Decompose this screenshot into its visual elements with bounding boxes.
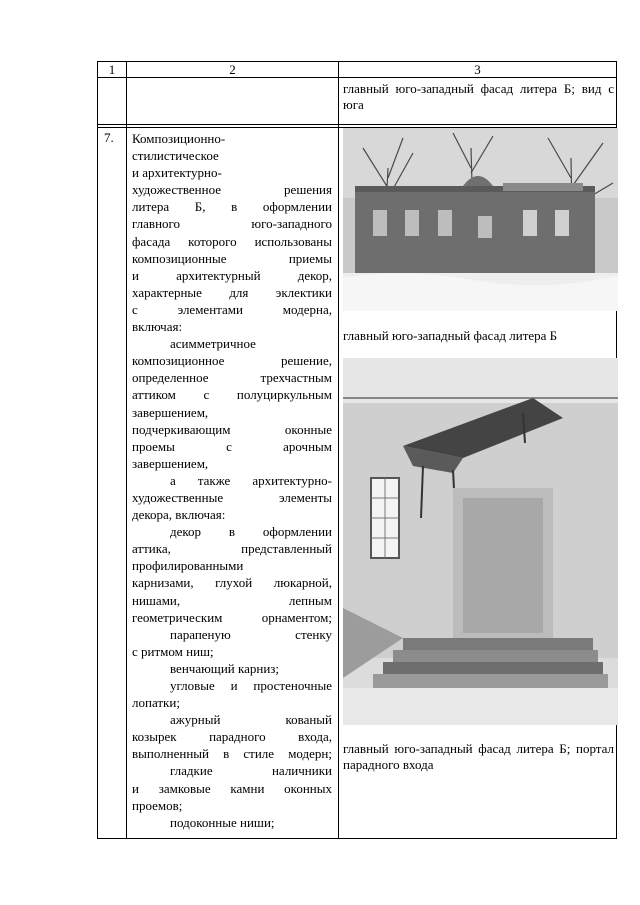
description-line: характерные для эклектики (132, 284, 332, 300)
description-line: завершением, (132, 404, 209, 420)
description-line: подчеркивающим оконные (132, 421, 332, 437)
description-line: с ритмом ниш; (132, 643, 214, 659)
header-col-1: 1 (108, 62, 116, 77)
description-line: декора, включая: (132, 507, 226, 523)
description-line: аттика, представленный (132, 541, 332, 557)
description-line: нишами, лепным (132, 592, 332, 608)
description-line: художественные элементы (132, 489, 332, 505)
description-line: стилистическое (132, 148, 219, 164)
continuation-caption: главный юго-западный фасад литера Б; вид с юга (343, 81, 614, 112)
description-line: художественное решения (132, 182, 332, 198)
description-line: парапеную стенку (170, 626, 332, 642)
description-line: и замковые камни оконных (132, 780, 332, 796)
portal-photo (343, 358, 618, 725)
description-line: Композиционно- (132, 131, 226, 146)
description-line: геометрическим орнаментом; (132, 609, 332, 625)
description-line: с элементами модерна, (132, 301, 332, 317)
description-line: композиционное решение, (132, 353, 332, 369)
description-line: литера Б, в оформлении (132, 199, 332, 215)
description-line: козырек парадного входа, (132, 729, 332, 745)
description-line: выполненный в стиле модерн; (132, 746, 332, 762)
description-line: венчающий карниз; (170, 660, 280, 676)
description-line: гладкие наличники (170, 763, 332, 779)
facade-photo-image (343, 128, 618, 311)
description-line: угловые и простеночные (170, 678, 332, 693)
description-line: асимметричное (170, 336, 256, 352)
description-line: фасада которого использованы (132, 233, 332, 249)
description-line: аттиком с полуциркульным (132, 387, 332, 403)
description-line: ажурный кованый (170, 712, 332, 728)
description-line: включая: (132, 319, 183, 335)
description-line: карнизами, глухой люкарной, (132, 575, 332, 591)
description-line: подоконные ниши; (170, 814, 275, 830)
header-col-2: 2 (229, 62, 236, 77)
portal-photo-image (343, 358, 618, 725)
description-line: главного юго-западного (132, 216, 332, 232)
description-line: и архитектурно- (132, 165, 222, 181)
description-line: а также архитектурно- (170, 472, 332, 488)
description-line: профилированными (132, 558, 244, 574)
description-line: лопатки; (132, 695, 180, 711)
facade-photo (343, 128, 618, 311)
portal-caption: главный юго-западный фасад литера Б; портал парадного входа (343, 741, 614, 772)
row-description (132, 130, 332, 831)
description-line: проемы с арочным (132, 438, 332, 454)
row-number: 7. (104, 130, 114, 145)
facade-caption: главный юго-западный фасад литера Б (343, 328, 558, 343)
description-line: декор в оформлении (170, 524, 332, 540)
description-line: проемов; (132, 797, 183, 813)
description-line: определенное трехчастным (132, 370, 332, 386)
description-line: композиционные приемы (132, 250, 332, 266)
description-line: завершением, (132, 455, 209, 471)
description-line: и архитектурный декор, (132, 267, 332, 283)
header-col-3: 3 (474, 62, 481, 77)
